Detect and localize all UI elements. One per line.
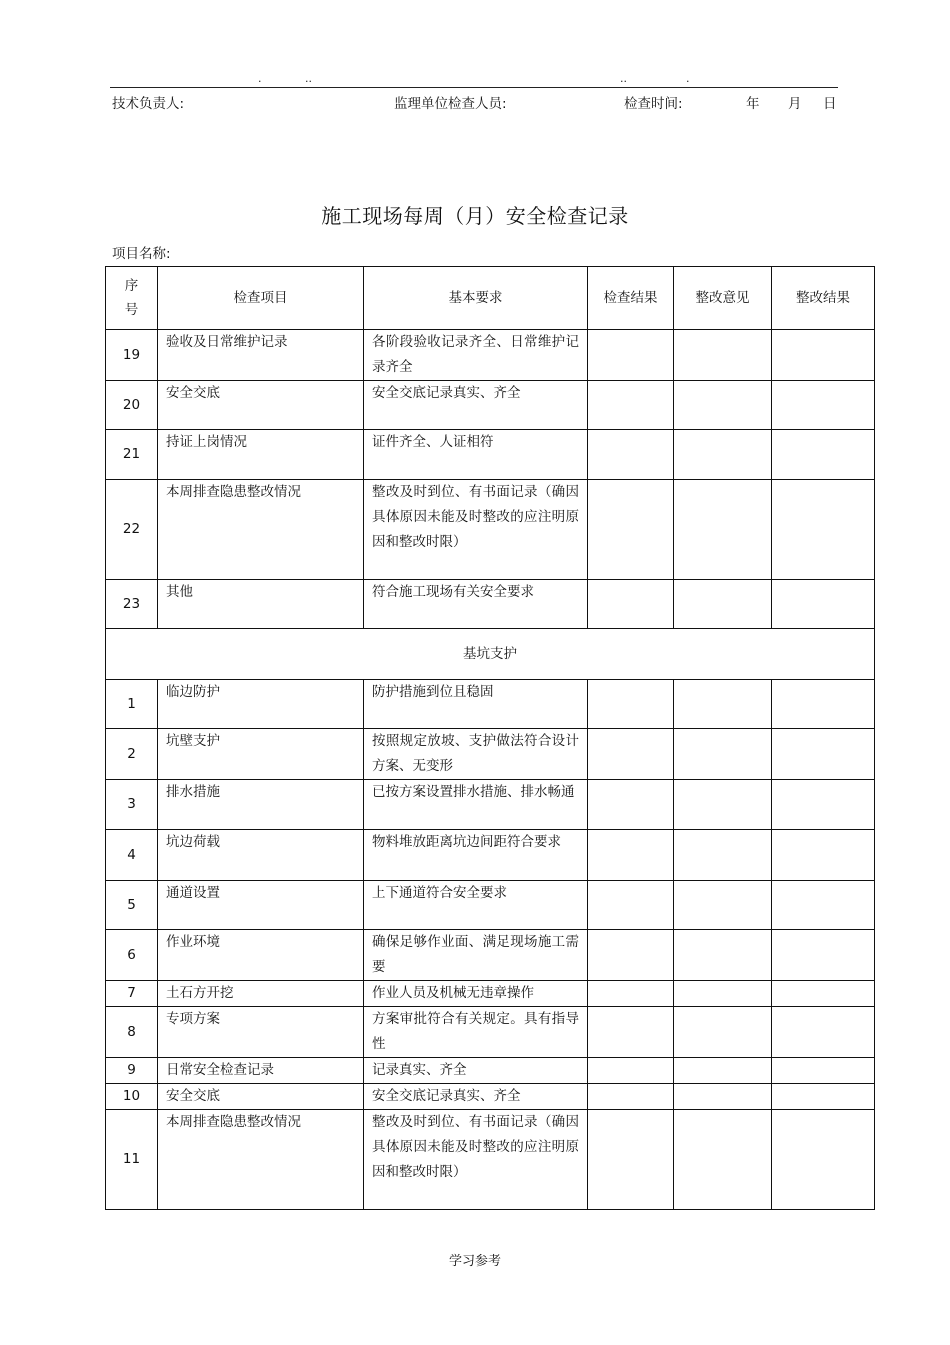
- row-item: 其他: [158, 580, 364, 629]
- rectify-result-cell[interactable]: [772, 430, 875, 480]
- row-number: 22: [106, 480, 158, 580]
- row-item: 安全交底: [158, 381, 364, 430]
- header-no: 序 号: [106, 267, 158, 330]
- tech-lead-label: 技术负责人:: [112, 96, 185, 112]
- result-cell[interactable]: [588, 580, 674, 629]
- row-number: 20: [106, 381, 158, 430]
- table-row: [106, 1110, 875, 1210]
- row-requirement: 证件齐全、人证相符: [364, 430, 588, 480]
- rectify-result-cell[interactable]: [772, 881, 875, 930]
- opinion-cell[interactable]: [674, 780, 772, 830]
- row-item: 验收及日常维护记录: [158, 330, 364, 381]
- top-mark: ..: [620, 72, 627, 85]
- row-number: 7: [106, 981, 158, 1007]
- row-number: 4: [106, 830, 158, 881]
- header-item: 检查项目: [158, 267, 364, 330]
- row-requirement: 按照规定放坡、支护做法符合设计方案、无变形: [364, 729, 588, 780]
- table-row: [106, 830, 875, 881]
- row-requirement: 各阶段验收记录齐全、日常维护记录齐全: [364, 330, 588, 381]
- row-requirement: 记录真实、齐全: [364, 1058, 588, 1084]
- row-item: 本周排查隐患整改情况: [158, 480, 364, 580]
- rectify-result-cell[interactable]: [772, 330, 875, 381]
- opinion-cell[interactable]: [674, 1110, 772, 1210]
- result-cell[interactable]: [588, 680, 674, 729]
- opinion-cell[interactable]: [674, 881, 772, 930]
- header-requirement: 基本要求: [364, 267, 588, 330]
- opinion-cell[interactable]: [674, 1084, 772, 1110]
- row-number: 23: [106, 580, 158, 629]
- day-label: 日: [823, 96, 837, 112]
- rectify-result-cell[interactable]: [772, 930, 875, 981]
- page-title: 施工现场每周（月）安全检查记录: [321, 204, 629, 228]
- row-requirement: 上下通道符合安全要求: [364, 881, 588, 930]
- opinion-cell[interactable]: [674, 330, 772, 381]
- rectify-result-cell[interactable]: [772, 830, 875, 881]
- table-row: [106, 480, 875, 580]
- table-row: [106, 1084, 875, 1110]
- result-cell[interactable]: [588, 930, 674, 981]
- opinion-cell[interactable]: [674, 381, 772, 430]
- opinion-cell[interactable]: [674, 430, 772, 480]
- opinion-cell[interactable]: [674, 480, 772, 580]
- row-number: 9: [106, 1058, 158, 1084]
- table-row: [106, 381, 875, 430]
- rectify-result-cell[interactable]: [772, 1007, 875, 1058]
- rectify-result-cell[interactable]: [772, 1058, 875, 1084]
- result-cell[interactable]: [588, 330, 674, 381]
- row-number: 19: [106, 330, 158, 381]
- rectify-result-cell[interactable]: [772, 1110, 875, 1210]
- row-item: 作业环境: [158, 930, 364, 981]
- row-number: 8: [106, 1007, 158, 1058]
- inspection-table: [105, 266, 875, 1210]
- row-requirement: 已按方案设置排水措施、排水畅通: [364, 780, 588, 830]
- opinion-cell[interactable]: [674, 930, 772, 981]
- row-item: 坑壁支护: [158, 729, 364, 780]
- table-row: [106, 1007, 875, 1058]
- project-name-label: 项目名称:: [112, 246, 171, 262]
- rectify-result-cell[interactable]: [772, 1084, 875, 1110]
- result-cell[interactable]: [588, 729, 674, 780]
- result-cell[interactable]: [588, 381, 674, 430]
- opinion-cell[interactable]: [674, 729, 772, 780]
- opinion-cell[interactable]: [674, 1007, 772, 1058]
- header-opinion: 整改意见: [674, 267, 772, 330]
- row-item: 本周排查隐患整改情况: [158, 1110, 364, 1210]
- row-number: 5: [106, 881, 158, 930]
- row-item: 临边防护: [158, 680, 364, 729]
- row-requirement: 安全交底记录真实、齐全: [364, 1084, 588, 1110]
- page-footer: 学习参考: [448, 1254, 501, 1269]
- row-item: 土石方开挖: [158, 981, 364, 1007]
- signature-divider: [110, 87, 838, 88]
- month-label: 月: [788, 96, 802, 112]
- result-cell[interactable]: [588, 1084, 674, 1110]
- table-row: [106, 330, 875, 381]
- top-mark: .: [258, 72, 262, 85]
- table-row: [106, 881, 875, 930]
- table-row: [106, 729, 875, 780]
- row-requirement: 符合施工现场有关安全要求: [364, 580, 588, 629]
- table-row: [106, 680, 875, 729]
- section-title: 基坑支护: [106, 629, 875, 680]
- table-row: [106, 981, 875, 1007]
- row-requirement: 物料堆放距离坑边间距符合要求: [364, 830, 588, 881]
- opinion-cell[interactable]: [674, 680, 772, 729]
- supervisor-label: 监理单位检查人员:: [394, 96, 507, 112]
- row-number: 1: [106, 680, 158, 729]
- top-mark: ..: [305, 72, 312, 85]
- row-number: 3: [106, 780, 158, 830]
- header-result: 检查结果: [588, 267, 674, 330]
- row-item: 专项方案: [158, 1007, 364, 1058]
- row-number: 2: [106, 729, 158, 780]
- year-label: 年: [746, 96, 760, 112]
- row-item: 日常安全检查记录: [158, 1058, 364, 1084]
- result-cell[interactable]: [588, 780, 674, 830]
- result-cell[interactable]: [588, 430, 674, 480]
- top-mark: .: [686, 72, 690, 85]
- table-row: [106, 930, 875, 981]
- result-cell[interactable]: [588, 830, 674, 881]
- row-item: 通道设置: [158, 881, 364, 930]
- result-cell[interactable]: [588, 480, 674, 580]
- row-number: 11: [106, 1110, 158, 1210]
- result-cell[interactable]: [588, 981, 674, 1007]
- rectify-result-cell[interactable]: [772, 780, 875, 830]
- table-header-row: [106, 267, 875, 330]
- row-requirement: 方案审批符合有关规定。具有指导性: [364, 1007, 588, 1058]
- row-requirement: 整改及时到位、有书面记录（确因具体原因未能及时整改的应注明原因和整改时限）: [364, 1110, 588, 1210]
- table-row: [106, 780, 875, 830]
- result-cell[interactable]: [588, 1058, 674, 1084]
- row-requirement: 整改及时到位、有书面记录（确因具体原因未能及时整改的应注明原因和整改时限）: [364, 480, 588, 580]
- rectify-result-cell[interactable]: [772, 381, 875, 430]
- table-row: [106, 1058, 875, 1084]
- check-time-label: 检查时间:: [624, 96, 683, 112]
- opinion-cell[interactable]: [674, 830, 772, 881]
- header-rectify-result: 整改结果: [772, 267, 875, 330]
- row-requirement: 防护措施到位且稳固: [364, 680, 588, 729]
- row-requirement: 作业人员及机械无违章操作: [364, 981, 588, 1007]
- table-row: [106, 430, 875, 480]
- rectify-result-cell[interactable]: [772, 480, 875, 580]
- rectify-result-cell[interactable]: [772, 981, 875, 1007]
- section-row: [106, 629, 875, 680]
- table-row: [106, 580, 875, 629]
- result-cell[interactable]: [588, 881, 674, 930]
- row-requirement: 确保足够作业面、满足现场施工需要: [364, 930, 588, 981]
- row-item: 排水措施: [158, 780, 364, 830]
- opinion-cell[interactable]: [674, 580, 772, 629]
- opinion-cell[interactable]: [674, 981, 772, 1007]
- opinion-cell[interactable]: [674, 1058, 772, 1084]
- rectify-result-cell[interactable]: [772, 680, 875, 729]
- row-number: 6: [106, 930, 158, 981]
- row-number: 21: [106, 430, 158, 480]
- row-item: 安全交底: [158, 1084, 364, 1110]
- rectify-result-cell[interactable]: [772, 729, 875, 780]
- rectify-result-cell[interactable]: [772, 580, 875, 629]
- row-number: 10: [106, 1084, 158, 1110]
- row-item: 持证上岗情况: [158, 430, 364, 480]
- row-requirement: 安全交底记录真实、齐全: [364, 381, 588, 430]
- row-item: 坑边荷载: [158, 830, 364, 881]
- result-cell[interactable]: [588, 1110, 674, 1210]
- result-cell[interactable]: [588, 1007, 674, 1058]
